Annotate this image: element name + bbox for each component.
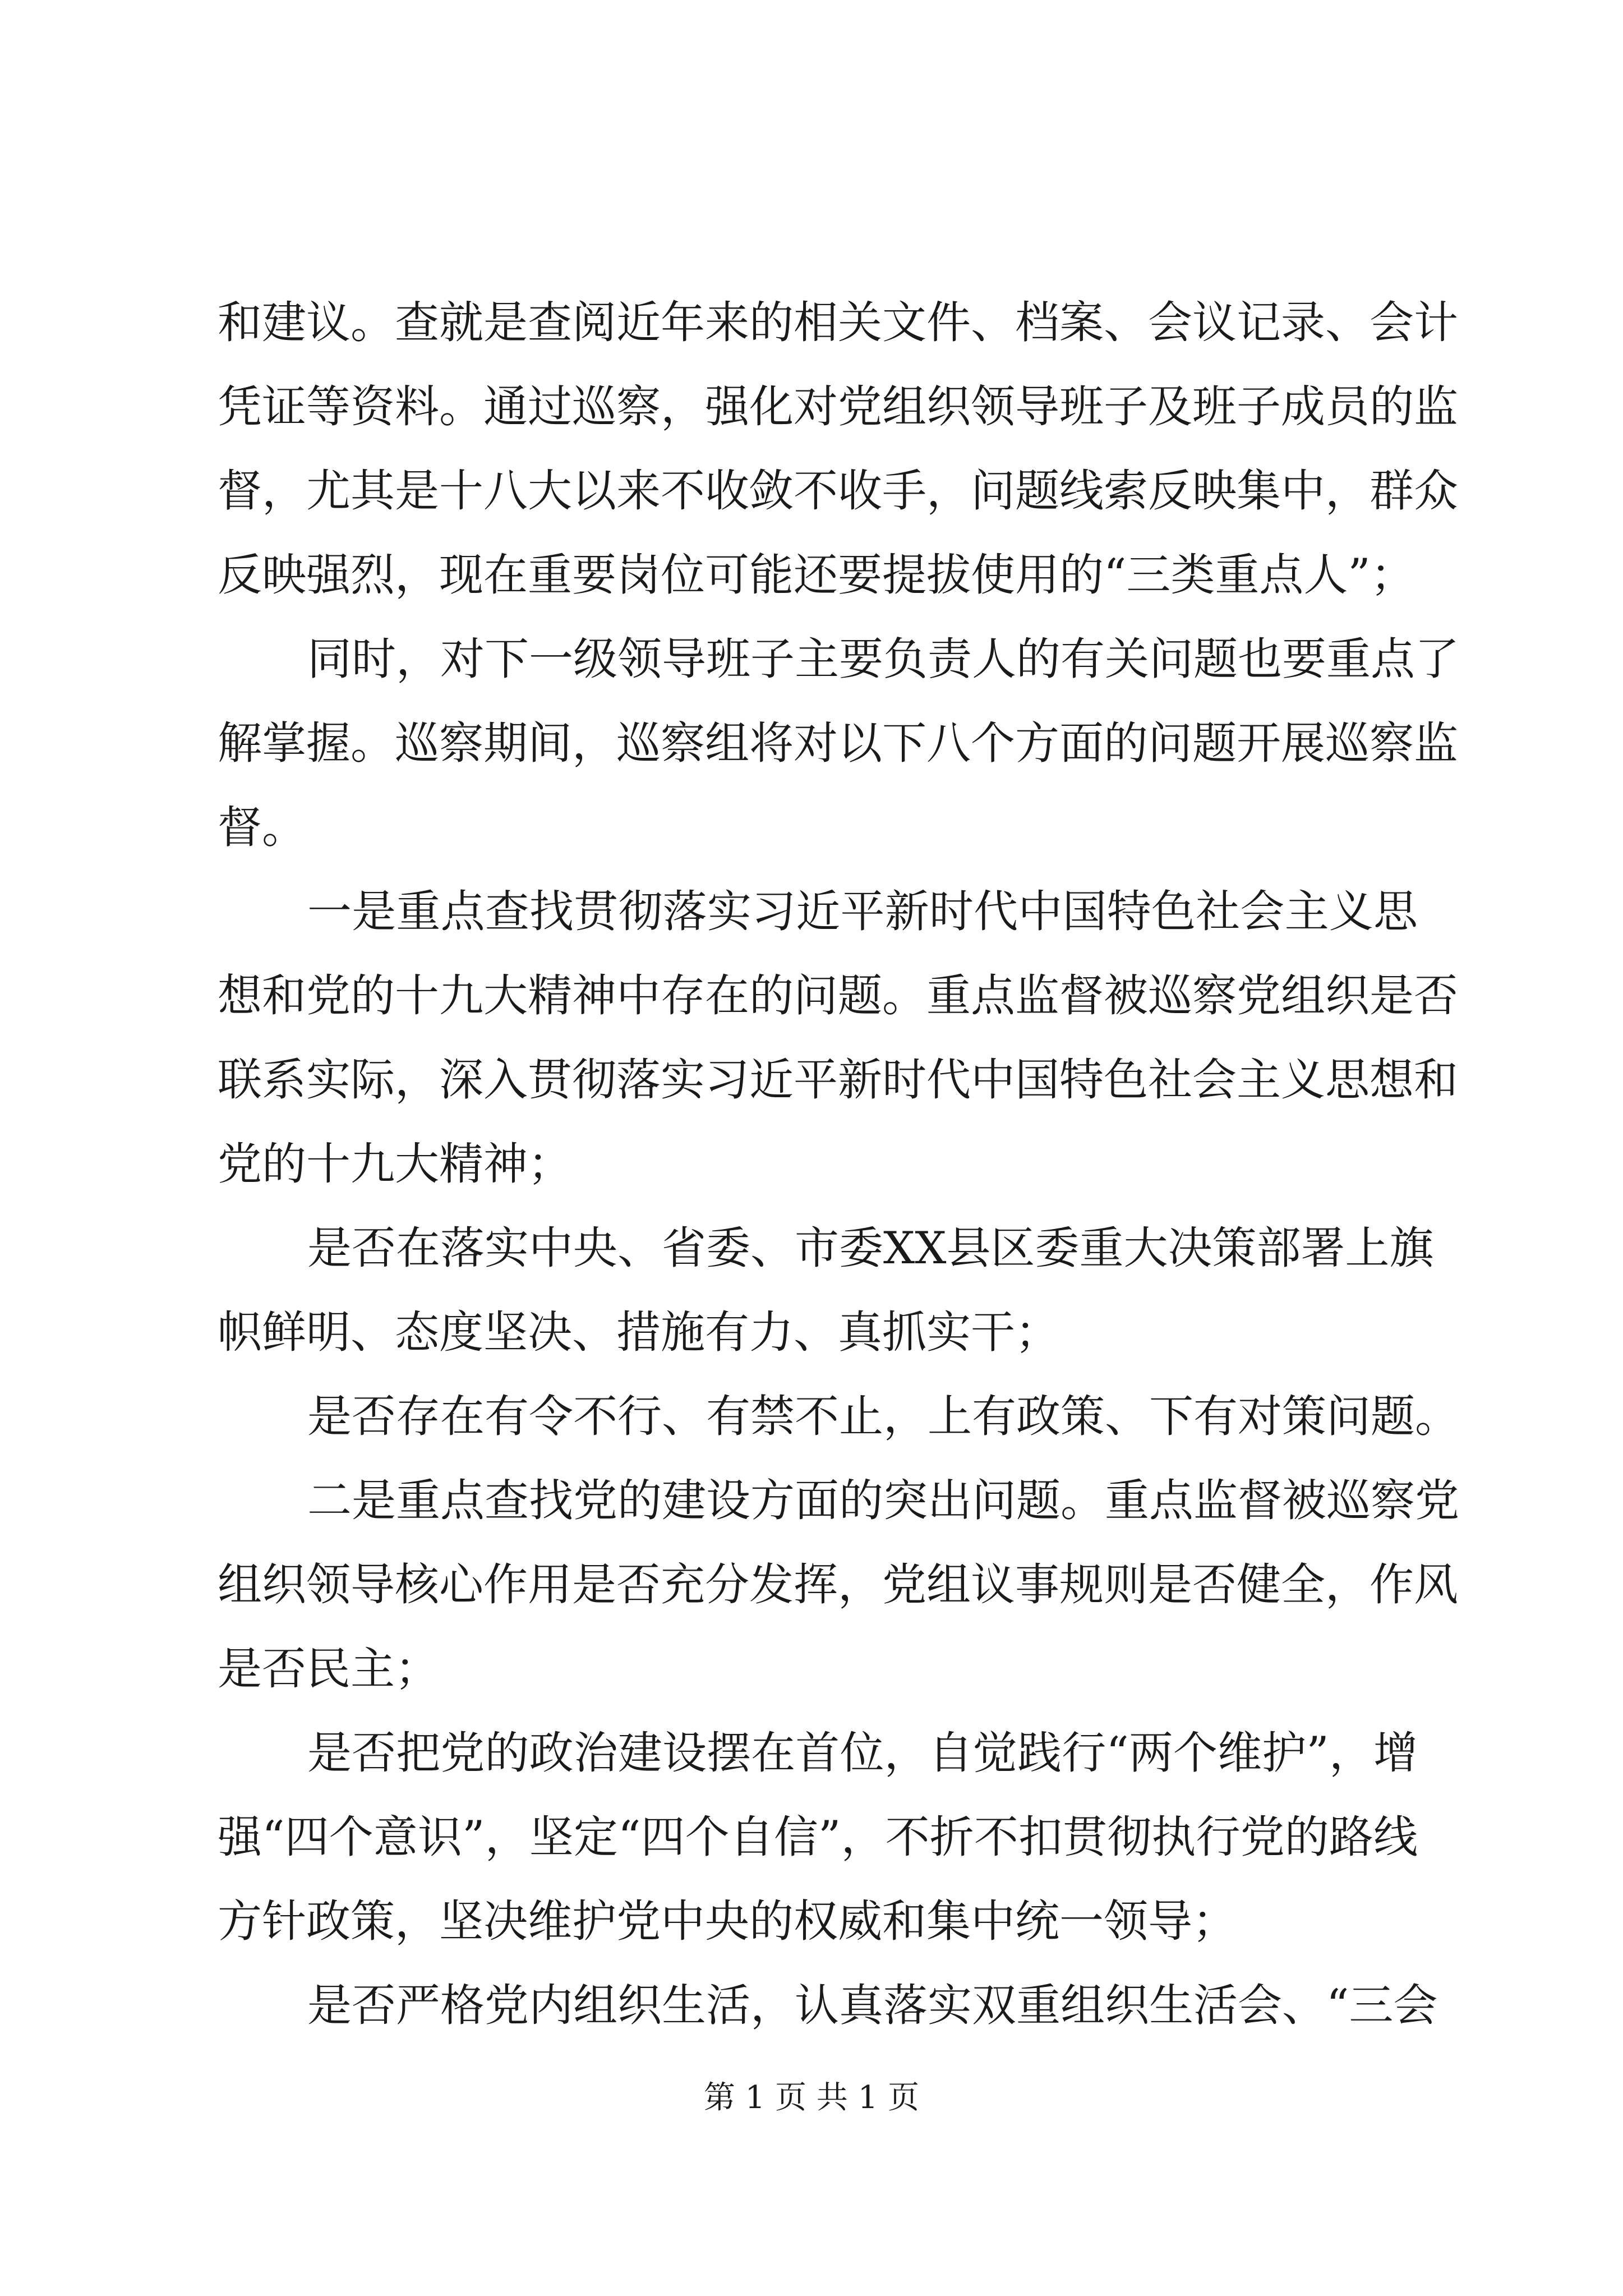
document-body — [218, 280, 1459, 2047]
text-line: 反映强烈，现在重要岗位可能还要提拔使用的“三类重点人”； — [218, 549, 1415, 601]
page-number: 第 1 页 共 1 页 — [703, 2079, 920, 2116]
text-line: 是否存在有令不行、有禁不止，上有政策、下有对策问题。 — [307, 1391, 1459, 1442]
text-line: 强“四个意识”，坚定“四个自信”，不折不扣贯彻执行党的路线 — [218, 1811, 1418, 1863]
text-line: 解掌握。巡察期间，巡察组将对以下八个方面的问题开展巡察监 — [218, 717, 1458, 769]
text-line: 帜鲜明、态度坚决、措施有力、真抓实干； — [218, 1306, 1059, 1358]
text-line: 督，尤其是十八大以来不收敛不收手，问题线索反映集中，群众 — [218, 465, 1458, 517]
text-line: 组织领导核心作用是否充分发挥，党组议事规则是否健全，作风 — [218, 1559, 1458, 1611]
text-line: 同时，对下一级领导班子主要负责人的有关问题也要重点了 — [307, 633, 1459, 685]
text-line: 方针政策，坚决维护党中央的权威和集中统一领导； — [218, 1895, 1237, 1947]
text-line: 联系实际，深入贯彻落实习近平新时代中国特色社会主义思想和 — [218, 1054, 1458, 1106]
page-footer — [0, 2076, 1623, 2120]
text-line: 是否民主； — [218, 1643, 439, 1695]
text-line: 凭证等资料。通过巡察，强化对党组织领导班子及班子成员的监 — [218, 381, 1458, 432]
text-line: 是否把党的政治建设摆在首位，自觉践行“两个维护”，增 — [307, 1727, 1418, 1779]
text-line: 和建议。查就是查阅近年来的相关文件、档案、会议记录、会计 — [218, 297, 1458, 348]
text-line: 是否严格党内组织生活，认真落实双重组织生活会、“三会 — [307, 1980, 1438, 2031]
text-line: 一是重点查找贯彻落实习近平新时代中国特色社会主义思 — [307, 886, 1418, 937]
text-line: 是否在落实中央、省委、市委XX县区委重大决策部署上旗 — [307, 1222, 1434, 1274]
text-line: 党的十九大精神； — [218, 1138, 572, 1190]
text-line: 想和党的十九大精神中存在的问题。重点监督被巡察党组织是否 — [218, 970, 1458, 1022]
text-line: 二是重点查找党的建设方面的突出问题。重点监督被巡察党 — [307, 1475, 1459, 1526]
text-line: 督。 — [218, 802, 306, 853]
